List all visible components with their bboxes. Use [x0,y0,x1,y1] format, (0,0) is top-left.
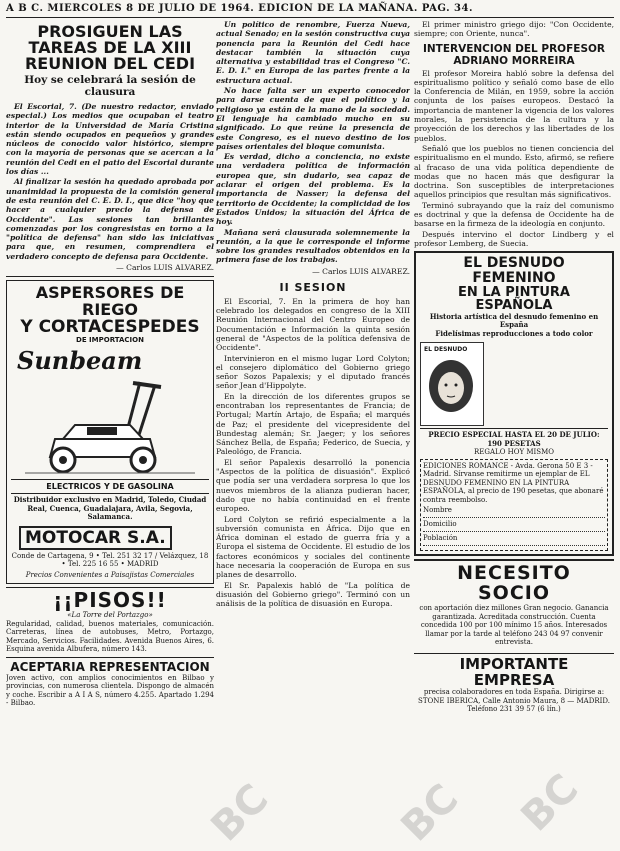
article-body [216,297,410,609]
ad-offer: PRECIO ESPECIAL HASTA EL 20 DE JULIO: 190 PESETAS [420,428,608,448]
paragraph: Un político de renombre, Fuerza Nueva, actual Senado; en la sesión constructiva cuya ponencia para la Reunión del Cedi hace destacar también la situación cuya alternativa y estabilidad tras el Congreso "C. E. D. I." en Europa de las partes frente a la estructura actual. [216,20,410,85]
paragraph: Al finalizar la sesión ha quedado aprobada por unanimidad la propuesta de la comisión general de esta reunión del C. E. D. I., que dice "hoy que hacer a cualquier precio la defensa de Occidente". Las sesiones tan brillantes comenzadas por los congresistas en torno a la "política de defensa" han sido las iniciativas para que, en resumen, comprendiera el verdadero concepto de defensa para Occidente. [6,177,214,261]
header-rule [6,17,614,18]
ad-title: IMPORTANTE EMPRESA [459,654,569,689]
paragraph: El Escorial, 7. (De nuestro redactor, enviado especial.) Los medios que ocupaban el teatro interior de la Universidad de María Cristina están siendo ocupados en pequeños y grandes núcleos de conocido valor histórico, siempre con la mayoría de personas que se acercan a la reunión del Cedi en el patio del Escorial durante los días ... [6,102,214,177]
paragraph: En la dirección de los diferentes grupos se encontraban los representantes de Francia; de Portugal; Martín Artajo, de España; el marqués de Paz; el presidente del vicepresidente del Bundestag alemán; Sr. Jaeger; y los señores Sánchez Bella, de España; Federico, de Suecia, y Paleológo, de Francia. [216,391,410,457]
ad-desnudo [414,251,614,556]
ad-address: Conde de Cartagena, 9 • Tel. 251 32 17 / Velázquez, 18 • Tel. 225 16 55 • MADRID [11,551,209,569]
watermark: BC [392,775,468,851]
paragraph: Señaló que los pueblos no tienen conciencia del espiritualismo en el mundo. Esto, afirmó, se refiere al fracaso de una vida política dependiente de modas que no hacen más que desfigurar la doctrina. Son susceptibles de interpretaciones aquellos principios que resultan más significativos. [414,143,614,200]
ad-title: EN LA PINTURA ESPAÑOLA [458,284,570,314]
column-left [6,20,214,843]
column-middle [216,20,410,843]
ad-subtitle: «La Torre del Portazgo» [67,611,153,620]
ad-body: Regularidad, calidad, buenos materiales, comunicación. Carreteras, línea de autobuses, Metro, Portazgo, Mercado, Servicios. Facilidades. Avenida Buenos Aires, 6. Esquina avenida Albufera, número 143. [6,619,214,654]
watermark: BC [512,765,588,841]
ad-socio [414,559,614,649]
ad-body: con aportación diez millones Gran negocio. Ganancia garantizada. Acreditada construcción. Cuenta concedida 100 por 100 mínimo 15 años. Interesados llamar por la tarde al teléfono 243 04 97 convenir entrevista. [419,604,609,647]
byline: — Carlos LUIS ALVAREZ. [312,266,410,276]
ad-title: NECESITO SOCIO [457,562,571,605]
article-body [414,69,614,249]
paragraph: El primer ministro griego dijo: "Con Occidente, siempre; con Oriente, nunca". [414,20,614,39]
ad-title: Y CORTACESPEDES [20,316,200,337]
paragraph: No hace falta ser un experto conocedor para darse cuenta de que el político y la religioso ya están de la mano de la sociedad. El lenguaje ha cambiado mucho en su significado. Lo que reúne la presencia de este Congreso, es el nuevo destino de los países orientales del bloque comunista. [216,86,410,151]
column-right [414,20,614,843]
byline: — Carlos LUIS ALVAREZ. [116,263,214,273]
coupon-text: EDICIONES ROMANCE - Avda. Gerona 50 E 3 - Madrid. Sírvanse remitirme un ejemplar de EL DESNUDO FEMENINO EN LA PINTURA ESPAÑOLA, al precio de 190 pesetas, que abonaré contra reembolso. [423,461,604,504]
ad-subtitle: Fidelísimas reproducciones a todo color [435,328,593,338]
brand-logo: Sunbeam [17,346,143,376]
page-header: A B C. MIERCOLES 8 DE JULIO DE 1964. EDICION DE LA MAÑANA. PAG. 34. [6,3,473,14]
article-body [6,102,214,261]
ad-title: ACEPTARIA REPRESENTACION [10,659,210,674]
section-heading: II SESION [279,280,347,294]
paragraph: El Escorial, 7. En la primera de hoy han celebrado los delegados en congreso de la XIII Reunión Internacional del Centro Europeo de Documentación e Información la quinta sesión general de "Aspectos de la política defensiva de Occidente". [216,296,410,353]
article-headline: PROSIGUEN LAS TAREAS DE LA XIII REUNION DEL CEDI [24,22,196,73]
lawnmower-illustration [15,377,205,477]
ad-sunbeam [6,280,214,584]
section-heading: INTERVENCION DEL PROFESOR ADRIANO MORREIRA [422,42,606,67]
paragraph: Es verdad, dicho a conciencia, no existe una verdadera política de información europea que, sin dudarlo, sea capaz de aclarar el origen del problema. Es la importancia de Nasser; la defensa del territorio de Occidente; la complicidad de los Estados Unidos; la situación del África de hoy. [216,152,410,227]
coupon-city-field[interactable] [423,534,605,546]
divider [6,657,214,658]
book-cover [420,342,484,426]
paragraph: Lord Colyton se refirió especialmente a la subversión comunista en África. Dijo que en África dominan el estado de guerra fría y a Europa el sistema de Occidente. El estudio de los factores económicos y sociales del continente hace necesaria la cooperación de Europa en sus planes de desarrollo. [216,514,410,580]
ad-title: ¡¡PISOS!! [53,588,167,613]
ad-offer-note: REGALO HOY MISMO [474,448,554,457]
paragraph: El señor Papalexis desarrolló la ponencia "Aspectos de la política de disuasión". Explicó que podía ser una verdadera sorpresa lo que los nuevos miembros de la alianza pudieran hacer, dado que no había continuidad en el frente europeo. [216,457,410,514]
article-body [216,20,410,265]
article-deck: Hoy se celebrará la sesión de clausura [24,74,196,98]
paragraph: Después intervino el doctor Lindberg y el profesor Lemberg, de Suecia. [414,229,614,248]
ad-empresa [414,653,614,717]
ad-body: precisa colaboradores en toda España. Dirigirse a: STONE IBERICA, Calle Antonio Maura, 8 — MADRID. Teléfono 231 39 57 (6 lín.) [418,688,610,714]
coupon-address-field[interactable] [423,520,605,532]
divider [6,276,214,277]
field-label: Nombre [423,506,452,515]
portrait-illustration [421,356,481,418]
paragraph: El Sr. Papalexis habló de "La política de disuasión del Gobierno griego". Terminó con un análisis de la política de disuasión en Europa. [216,580,410,609]
company-logo: MOTOCAR S.A. [19,526,172,550]
ad-subtitle: Historia artística del desnudo femenino en España [429,311,599,330]
ad-title: EL DESNUDO FEMENINO [463,255,565,286]
paragraph: Intervinieron en el mismo lugar Lord Colyton; el consejero diplomático del Gobierno griego señor Sozos Papalexis; y el diputado francés señor Jean d'Hippolyte. [216,353,410,391]
coupon-name-field[interactable] [423,506,605,518]
field-label: Domicilio [423,520,457,529]
article-body [414,20,614,39]
ad-pisos [6,587,214,709]
ad-body: Joven activo, con amplios conocimientos en Bilbao y provincias, con numerosa clientela. Dispongo de almacén y coche. Escribir a A I A S, número 4.255. Apartado 1.294 - Bilbao. [6,673,214,708]
ad-title: ASPERSORES DE RIEGO [35,283,185,319]
paragraph: El profesor Moreira habló sobre la defensa del espiritualismo político y señaló como base de ello la Conferencia de Milán, en 1959, sobre la acción conjunta de los países europeos. Destacó la importancia de mantener la vigencia de los valores morales, la persistencia de la cultura y la proyección de los derechos y las libertades de los pueblos. [414,68,614,143]
ad-note: Precios Convenientes a Paisajistas Comerciales [25,570,195,579]
watermark: BC [202,775,278,851]
paragraph: Terminó subrayando que la raíz del comunismo es doctrinal y que la defensa de Occidente ha de basarse en la firmeza de la ideología en conjunto. [414,200,614,229]
paragraph: Mañana será clausurada solemnemente la reunión, a la que le corresponde el informe sobre los grandes resultados obtenidos en la primera fase de los trabajos. [216,227,410,265]
field-label: Población [423,534,458,543]
ad-subtitle: DE IMPORTACION [76,336,144,345]
ad-distributor: Distribuidor exclusivo en Madrid, Toledo, Ciudad Real, Cuenca, Guadalajara, Avila, Segovia, Salamanca. [13,495,207,522]
order-coupon [420,459,608,552]
ad-types: ELECTRICOS Y DE GASOLINA [11,479,209,494]
book-title: EL DESNUDO [424,346,468,354]
